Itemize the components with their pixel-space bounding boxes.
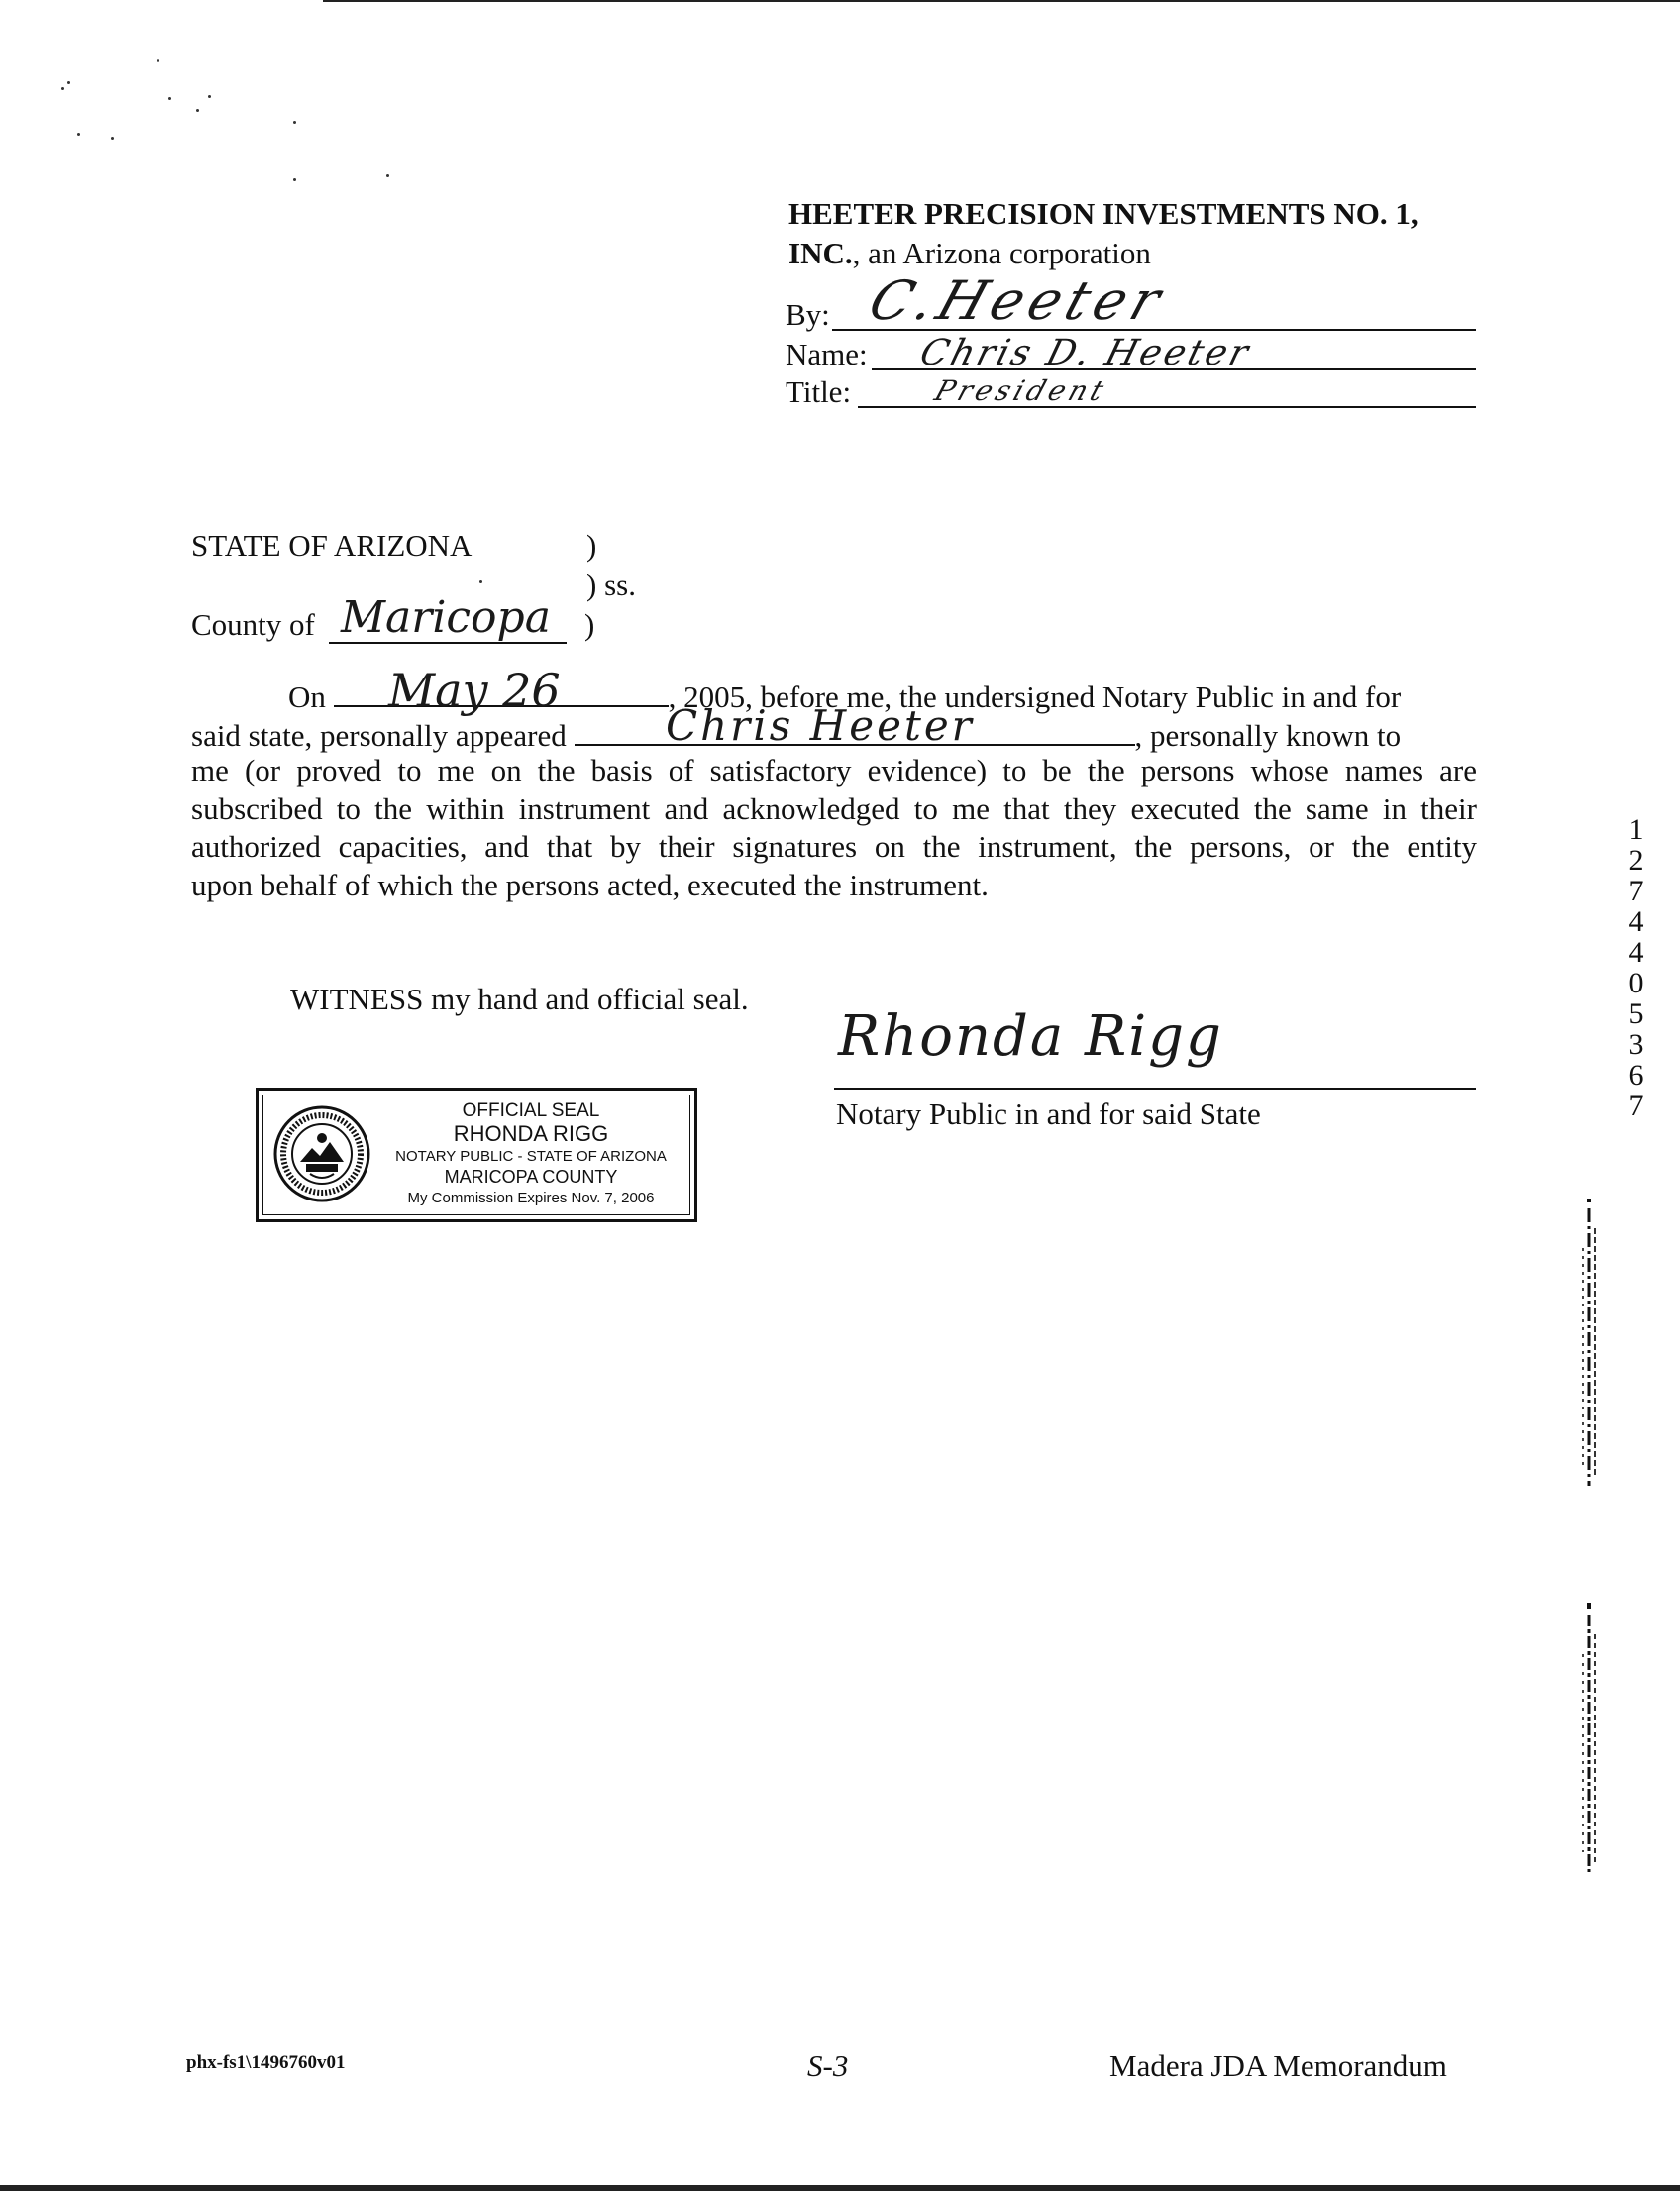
person-handwritten: Chris Heeter [666,701,975,750]
recording-number [1617,814,1656,1121]
seal-line-notary: NOTARY PUBLIC - STATE OF ARIZONA [395,1148,667,1165]
state-paren: ) [586,528,597,563]
scan-speck [479,580,482,583]
by-label: By: [786,297,830,332]
ack-line-1-rest: , 2005, before me, the undersigned Notary Public in and for [668,679,1402,714]
recording-digit: 1 [1628,813,1644,846]
seal-line-expiry: My Commission Expires Nov. 7, 2006 [407,1190,655,1206]
title-row [786,374,851,410]
scan-speck [77,133,80,136]
official-seal-stamp [256,1088,697,1222]
ack-line-2-start: said state, personally appeared [191,717,567,753]
recording-digit: 2 [1628,844,1644,877]
notary-signature-line [834,1088,1476,1090]
scan-speck [61,87,64,90]
state-label: STATE OF ARIZONA [191,528,472,563]
recording-digit: 4 [1628,936,1644,969]
ack-line-4: subscribed to the within instrument and acknowledged to me that they executed the same in their [191,790,1477,826]
name-row [786,337,868,372]
county-label: County of [191,607,315,642]
scan-edge-top [323,0,1680,2]
title-handwritten: President [930,374,1112,407]
scan-speck [293,121,296,124]
recording-digit: 0 [1628,967,1644,999]
scan-speck [168,97,171,100]
recording-digit: 7 [1628,875,1644,907]
seal-line-name: RHONDA RIGG [453,1121,609,1146]
ack-line-6: upon behalf of which the persons acted, executed the instrument. [191,867,989,902]
date-handwritten: May 26 [388,664,561,717]
name-handwritten: Chris D. Heeter [915,333,1256,373]
recording-digit: 3 [1628,1028,1644,1061]
scan-speck [157,59,159,62]
footer-title: Madera JDA Memorandum [1109,2048,1447,2083]
county-paren: ) [584,607,595,642]
scan-speck [196,109,199,112]
company-description: , an Arizona corporation [852,236,1151,270]
seal-line-county: MARICOPA COUNTY [444,1167,618,1187]
scan-speck [208,95,211,98]
by-row [786,297,830,333]
arizona-state-seal-icon [272,1104,371,1203]
scan-speck [111,137,114,140]
scan-edge-bottom [0,2185,1680,2191]
notary-signature: Rhonda Rigg [838,1004,1223,1069]
scan-speck [67,81,70,84]
footer-page-number: S-3 [807,2048,849,2083]
recording-digit: 6 [1628,1059,1644,1092]
company-heading [788,194,1418,273]
witness-statement: WITNESS my hand and official seal. [290,982,749,1016]
recording-digit: 5 [1628,997,1644,1030]
ack-line-3: me (or proved to me on the basis of satisfactory evidence) to be the persons whose names are [191,753,1477,788]
scan-speck [293,178,296,181]
company-name-suffix: INC. [788,236,853,270]
company-name: HEETER PRECISION INVESTMENTS NO. 1, [788,196,1418,231]
seal-line-official: OFFICIAL SEAL [462,1100,600,1121]
seal-text [377,1100,684,1209]
recording-digit: 4 [1628,905,1644,938]
county-handwritten: Maricopa [341,592,551,643]
footer-doc-id: phx-fs1\1496760v01 [186,2052,346,2073]
notary-caption: Notary Public in and for said State [836,1096,1261,1131]
ack-line-2-rest: , personally known to [1134,717,1402,753]
scan-speck [386,174,389,177]
name-label: Name: [786,337,868,371]
recorder-stamp-marks [1565,1189,1625,1882]
ack-on: On [288,679,326,714]
ss-mark: ) ss. [586,568,636,602]
by-signature: C.Heeter [861,269,1175,332]
recording-digit: 7 [1628,1090,1644,1122]
title-label: Title: [786,374,852,409]
ack-line-5: authorized capacities, and that by their signatures on the instrument, the persons, or the entity [191,829,1477,865]
